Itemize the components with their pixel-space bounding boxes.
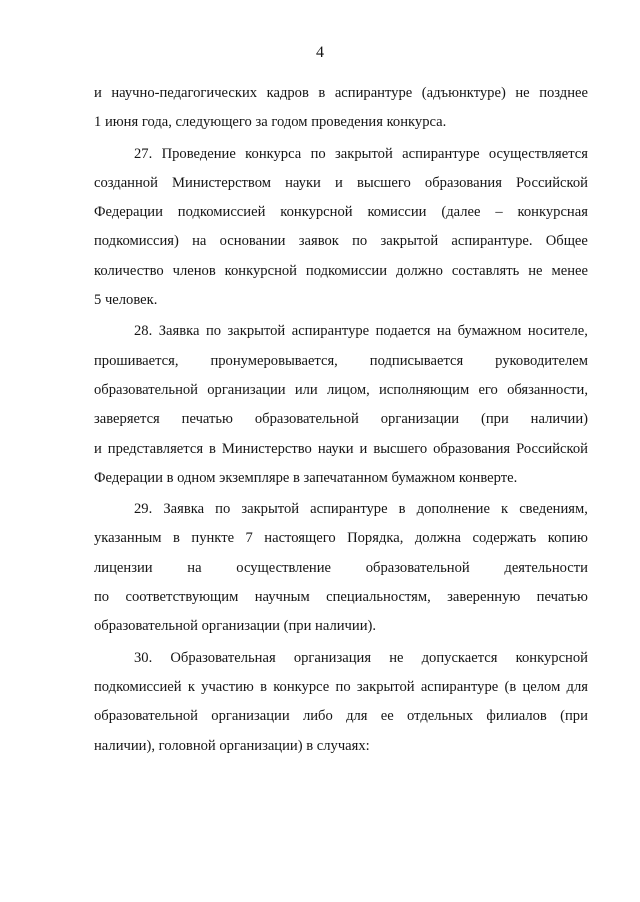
text-line: 28. Заявка по закрытой аспирантуре подается на бумажном носителе, xyxy=(134,323,588,340)
paragraph-p-cont xyxy=(94,79,588,138)
text-line: подкомиссией к участию в конкурсе по закрытой аспирантуре (в целом для xyxy=(94,678,588,695)
text-line: Федерации подкомиссией конкурсной комиссии (далее – конкурсная xyxy=(94,204,588,221)
text-line: и научно-педагогических кадров в аспирантуре (адъюнктуре) не позднее xyxy=(94,85,588,101)
paragraph-p30 xyxy=(94,644,588,761)
text-line: 5 человек. xyxy=(94,292,158,309)
text-line: 1 июня года, следующего за годом проведения конкурса. xyxy=(94,114,447,131)
text-line: 29. Заявка по закрытой аспирантуре в дополнение к сведениям, xyxy=(134,501,588,518)
text-line: по соответствующим научным специальностям, заверенную печатью xyxy=(94,589,588,606)
text-line: наличии), головной организации) в случаях: xyxy=(94,737,370,754)
paragraph-p28 xyxy=(94,317,588,493)
text-line: образовательной организации либо для ее отдельных филиалов (при xyxy=(94,708,588,725)
text-line: образовательной организации (при наличии). xyxy=(94,618,377,635)
text-line: созданной Министерством науки и высшего образования Российской xyxy=(94,174,588,191)
text-line: прошивается, пронумеровывается, подписывается руководителем xyxy=(94,352,588,369)
page-number: 4 xyxy=(316,44,324,61)
text-line: и представляется в Министерство науки и высшего образования Российской xyxy=(94,440,588,457)
text-line: заверяется печатью образовательной организации (при наличии) xyxy=(94,411,588,428)
paragraph-p27 xyxy=(94,140,588,316)
document-body xyxy=(94,79,588,763)
text-line: лицензии на осуществление образовательной деятельности xyxy=(94,559,588,576)
paragraph-p29 xyxy=(94,495,588,641)
text-line: указанным в пункте 7 настоящего Порядка, должна содержать копию xyxy=(94,530,588,547)
text-line: 30. Образовательная организация не допускается конкурсной xyxy=(134,649,588,666)
text-line: подкомиссия) на основании заявок по закрытой аспирантуре. Общее xyxy=(94,233,588,250)
text-line: образовательной организации или лицом, исполняющим его обязанности, xyxy=(94,381,588,398)
text-line: Федерации в одном экземпляре в запечатанном бумажном конверте. xyxy=(94,469,518,486)
text-line: 27. Проведение конкурса по закрытой аспирантуре осуществляется xyxy=(134,145,588,162)
text-line: количество членов конкурсной подкомиссии должно составлять не менее xyxy=(94,262,588,279)
